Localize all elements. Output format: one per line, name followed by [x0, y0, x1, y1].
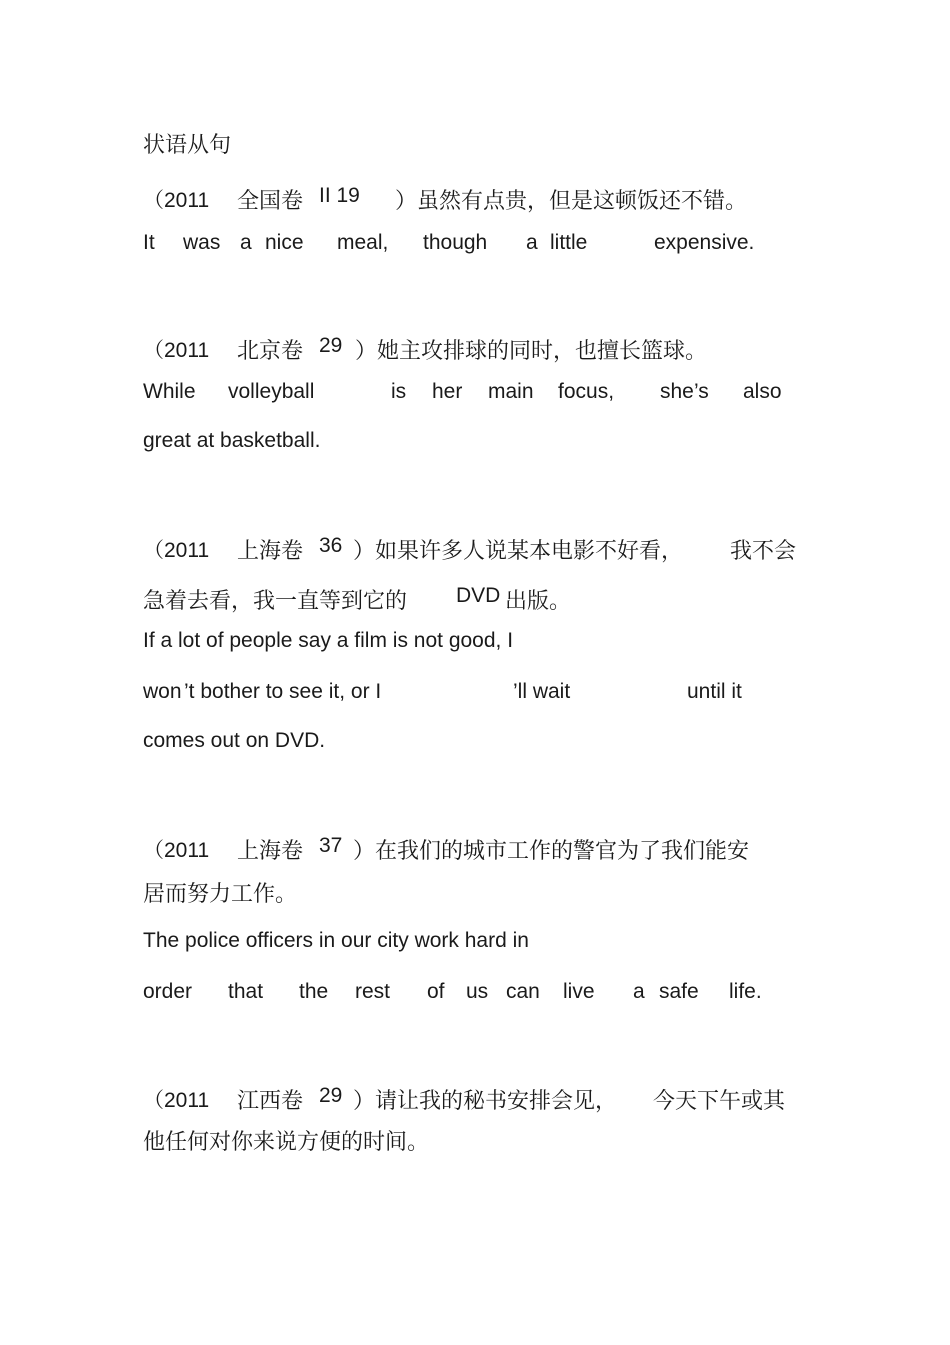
- word: the: [299, 980, 329, 1003]
- word: ’t bother to see it, or I: [184, 680, 382, 703]
- word: nice: [265, 231, 304, 254]
- item-4-english-line-1: The police officers in our city work hard in: [143, 929, 529, 952]
- source-chinese-tail: 我不会: [730, 539, 797, 564]
- dvd-text: DVD: [456, 584, 501, 607]
- page-heading: 状语从句: [143, 133, 232, 158]
- word: until it: [687, 680, 742, 703]
- source-year: （2011: [143, 189, 210, 212]
- source-year: （2011: [143, 1089, 210, 1112]
- word: ’ll wait: [513, 680, 571, 703]
- item-3-english-line-3: comes out on DVD.: [143, 729, 326, 752]
- source-exam: 全国卷: [237, 189, 304, 214]
- word: safe: [659, 980, 699, 1003]
- item-4-chinese-continued: 居而努力工作。: [143, 882, 298, 907]
- source-year: （2011: [143, 839, 210, 862]
- item-1-source: [143, 184, 843, 214]
- source-number: 37: [319, 834, 343, 857]
- source-chinese-sentence: ）如果许多人说某本电影不好看，: [353, 539, 684, 564]
- source-chinese-sentence: ）虽然有点贵，但是这顿饭还不错。: [395, 189, 748, 214]
- word: It: [143, 231, 155, 254]
- word: order: [143, 980, 193, 1003]
- chinese-text: 出版。: [505, 589, 572, 614]
- word: a: [526, 231, 538, 254]
- word: she: [660, 380, 694, 403]
- word: us: [466, 980, 489, 1003]
- item-1-english: [143, 231, 843, 257]
- word: of: [427, 980, 445, 1003]
- source-year: （2011: [143, 339, 210, 362]
- item-2-english-continued: great at basketball.: [143, 429, 321, 452]
- source-number: 36: [319, 534, 343, 557]
- word: is: [391, 380, 407, 403]
- source-chinese-sentence: ）她主攻排球的同时，也擅长篮球。: [355, 339, 708, 364]
- source-number: 29: [319, 1084, 343, 1107]
- word: won: [143, 680, 182, 703]
- word: was: [183, 231, 221, 254]
- word: life.: [729, 980, 762, 1003]
- source-number: 29: [319, 334, 343, 357]
- chinese-text: 急着去看，我一直等到它的: [143, 589, 408, 614]
- word: rest: [355, 980, 391, 1003]
- word: meal,: [337, 231, 389, 254]
- word: though: [423, 231, 488, 254]
- word: While: [143, 380, 196, 403]
- word: live: [563, 980, 595, 1003]
- source-exam: 上海卷: [237, 839, 304, 864]
- word: little: [550, 231, 588, 254]
- source-number: II 19: [319, 184, 360, 207]
- word: that: [228, 980, 264, 1003]
- item-2-source: [143, 334, 843, 364]
- source-exam: 上海卷: [237, 539, 304, 564]
- item-3-english-line-1: If a lot of people say a film is not good, I: [143, 629, 514, 652]
- source-chinese-sentence: ）在我们的城市工作的警官为了我们能安: [353, 839, 750, 864]
- source-exam: 北京卷: [237, 339, 304, 364]
- word: also: [743, 380, 782, 403]
- source-chinese-tail: 今天下午或其: [653, 1089, 786, 1114]
- word: her: [432, 380, 463, 403]
- word: a: [633, 980, 645, 1003]
- source-exam: 江西卷: [237, 1089, 304, 1114]
- source-chinese-sentence: ）请让我的秘书安排会见，: [353, 1089, 618, 1114]
- word: main: [488, 380, 534, 403]
- word: expensive.: [654, 231, 755, 254]
- item-2-english: [143, 380, 843, 406]
- word: can: [506, 980, 540, 1003]
- word: volleyball: [228, 380, 315, 403]
- item-5-source: [143, 1084, 843, 1114]
- item-3-chinese-continued: [143, 584, 843, 614]
- word: a: [240, 231, 252, 254]
- item-4-source: [143, 834, 843, 864]
- item-4-english-line-2: [143, 980, 843, 1006]
- item-3-english-line-2: [143, 680, 843, 706]
- item-3-source: [143, 534, 843, 564]
- word: ’s: [694, 380, 709, 403]
- source-year: （2011: [143, 539, 210, 562]
- word: focus,: [558, 380, 615, 403]
- item-5-chinese-continued: 他任何对你来说方便的时间。: [143, 1130, 430, 1155]
